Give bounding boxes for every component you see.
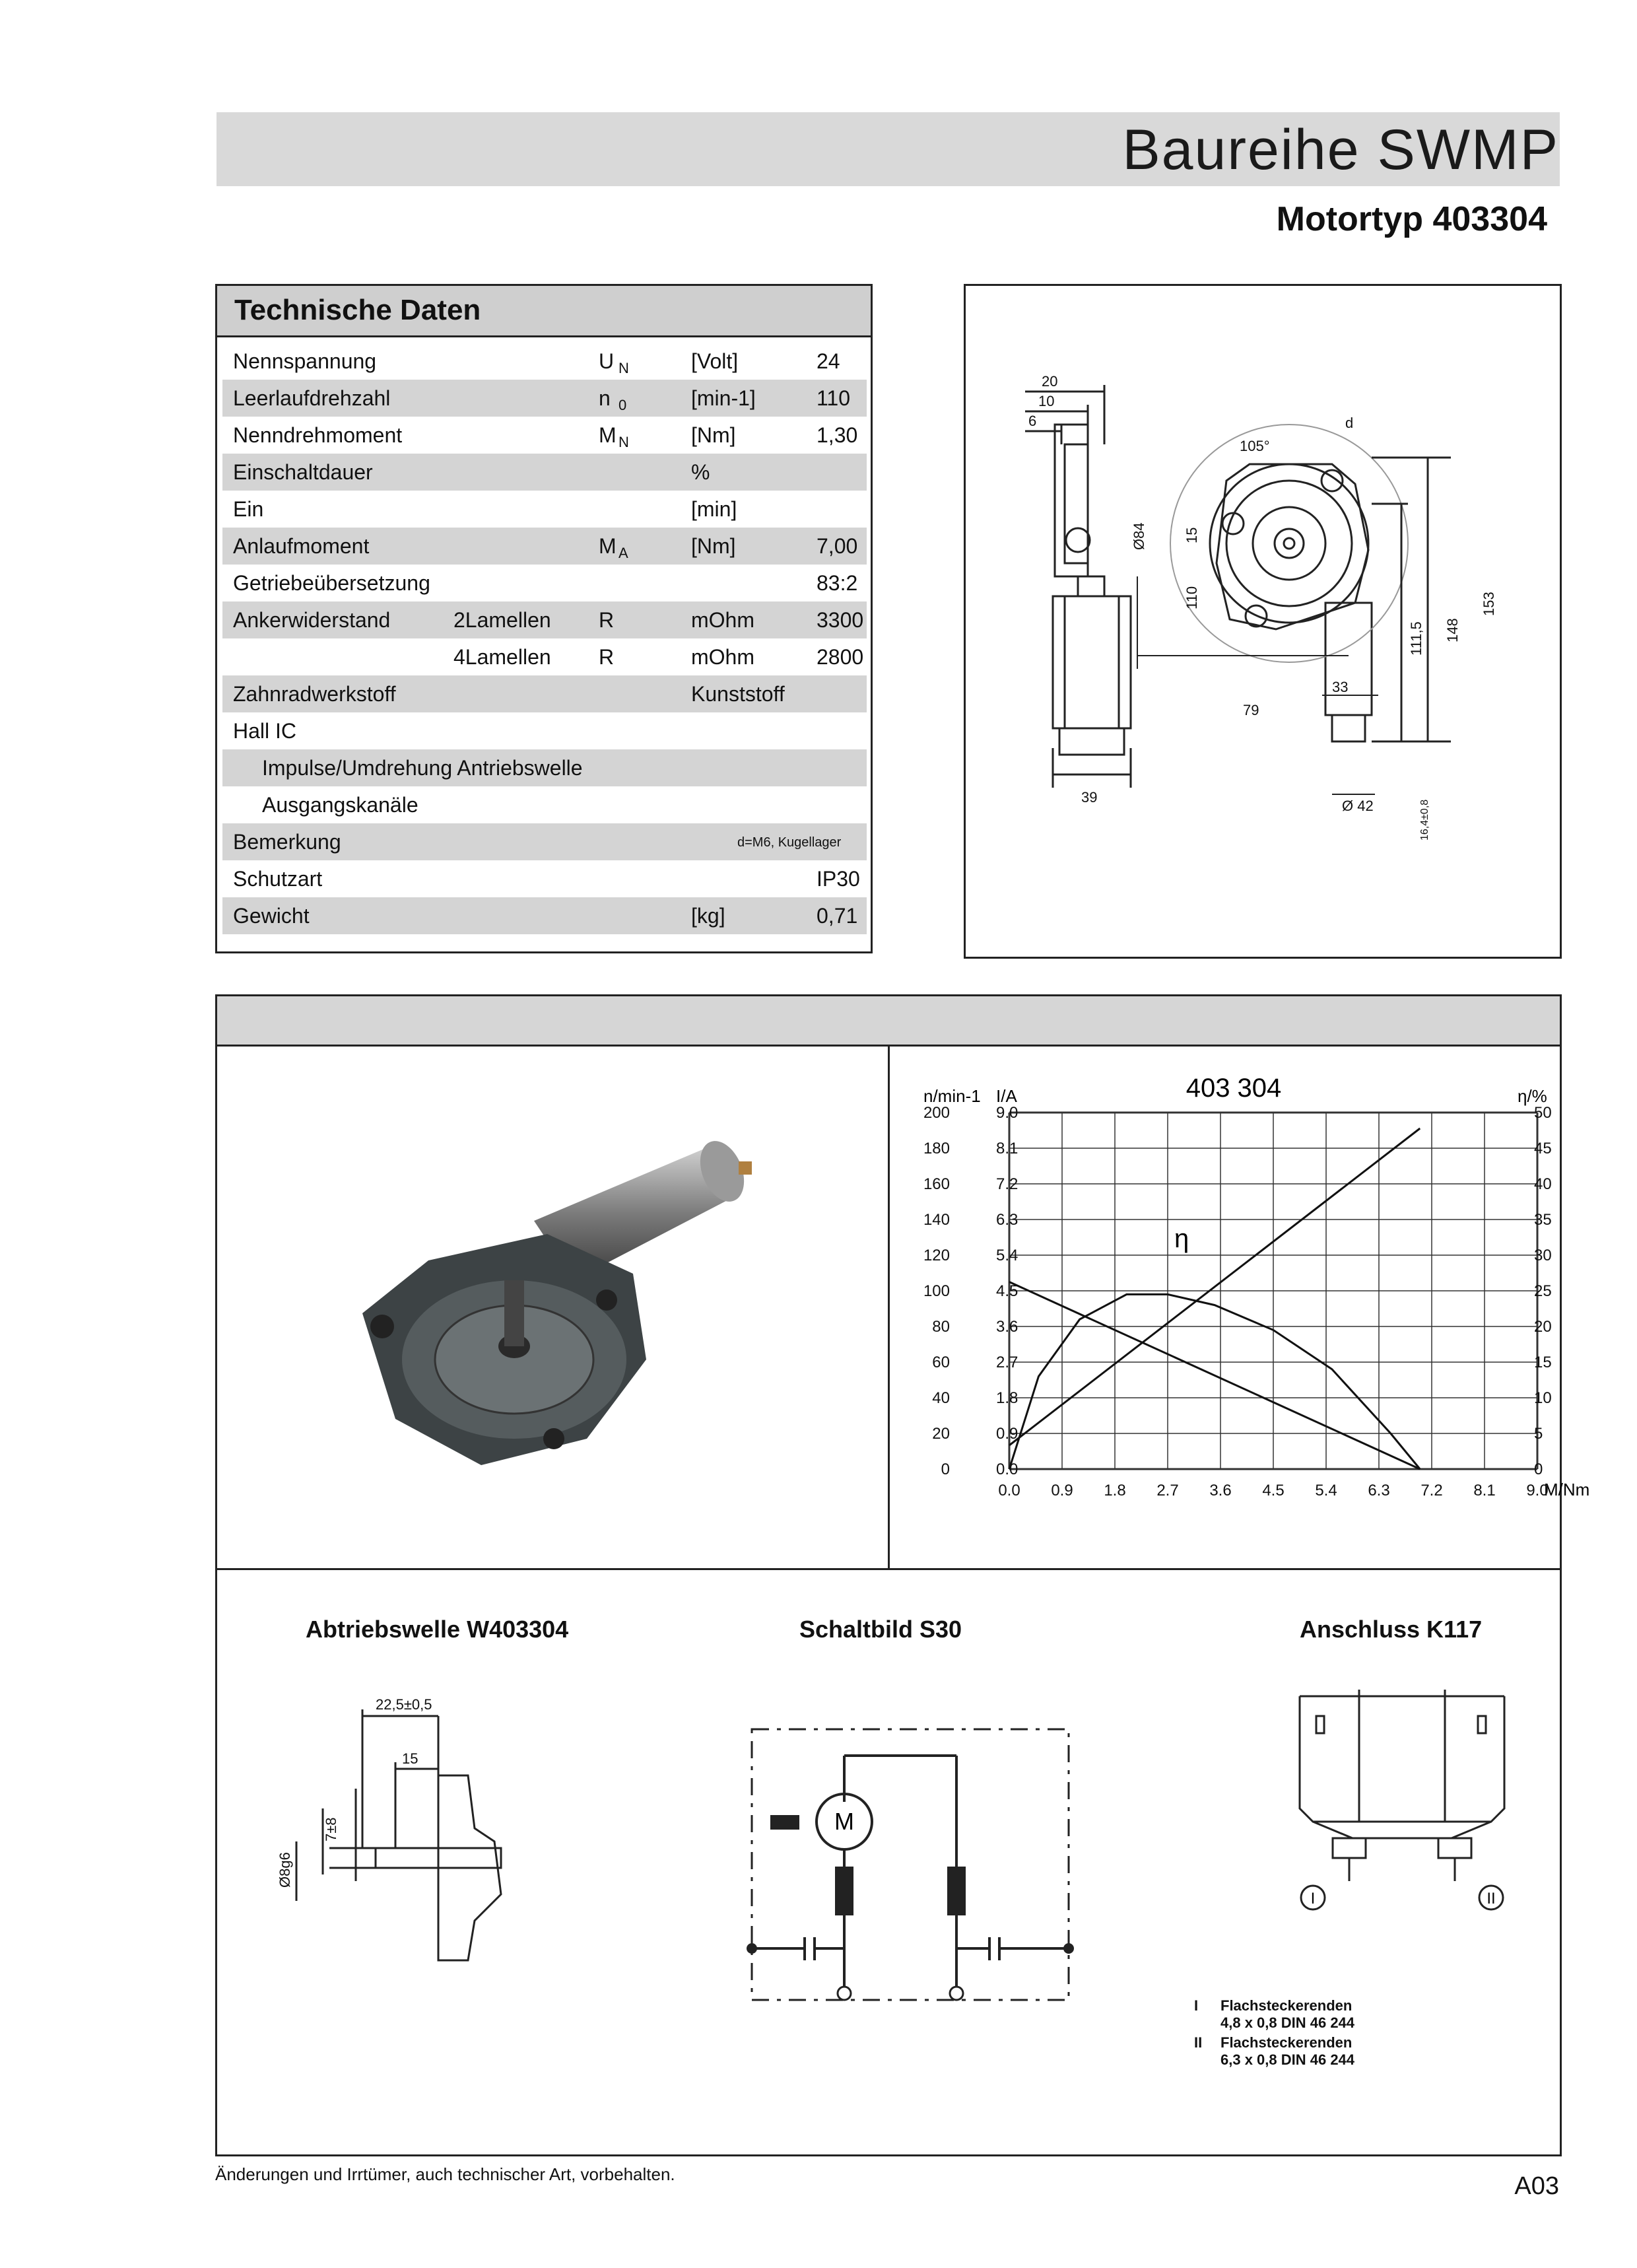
- y-tick-label-n: 20: [932, 1425, 950, 1443]
- x-tick-label: 9.0: [1526, 1482, 1549, 1499]
- y-tick-label-eta: 50: [1534, 1104, 1552, 1122]
- dim-label-15: 15: [1184, 527, 1200, 543]
- circuit-title: Schaltbild S30: [799, 1616, 962, 1643]
- motor-type: Motortyp 403304: [1276, 200, 1547, 238]
- tech-row-value: 7,00: [817, 534, 858, 558]
- tech-row-value: 2800: [817, 645, 864, 669]
- tech-row-symbol-subscript: 0: [618, 397, 627, 413]
- shaft-dim-22-5: 22,5±0,5: [376, 1696, 432, 1713]
- x-tick-label: 0.0: [998, 1482, 1020, 1499]
- y-tick-label-i: 5.4: [996, 1247, 1019, 1264]
- connector-mark-2: II: [1487, 1890, 1496, 1907]
- tech-row-symbol: M: [599, 423, 617, 447]
- tech-row-symbol: M: [599, 534, 617, 558]
- tech-row-name: Schutzart: [233, 867, 323, 891]
- tech-row-symbol: R: [599, 645, 615, 669]
- tech-row: [222, 454, 867, 491]
- tech-row-variant: 4Lamellen: [453, 645, 551, 669]
- connector-note-2-line1: Flachsteckerenden: [1220, 2034, 1353, 2051]
- y-tick-label-n: 160: [923, 1175, 950, 1193]
- y-tick-label-n: 100: [923, 1282, 950, 1300]
- tech-row-unit: [min-1]: [691, 386, 756, 410]
- tech-row-value: 110: [817, 386, 851, 410]
- tech-row-value: 3300: [817, 608, 864, 632]
- connector-mark-1: I: [1310, 1890, 1316, 1907]
- dim-label-84: Ø84: [1131, 522, 1147, 550]
- y-tick-label-eta: 15: [1534, 1354, 1552, 1371]
- panel-divider-horizontal: [217, 1568, 1560, 1570]
- tech-row-value: 83:2: [817, 571, 858, 595]
- tech-row-name: Leerlaufdrehzahl: [233, 386, 391, 410]
- tech-row: [222, 638, 867, 675]
- tech-row: [222, 675, 867, 712]
- y-tick-label-i: 0.9: [996, 1425, 1019, 1443]
- tech-row-unit: mOhm: [691, 645, 754, 669]
- y-tick-label-eta: 20: [1534, 1318, 1552, 1336]
- connector-note-1-line1: Flachsteckerenden: [1220, 1997, 1353, 2014]
- connector-note-2-mark: II: [1194, 2034, 1203, 2051]
- connector-notes: [1187, 1992, 1465, 2091]
- x-tick-label: 2.7: [1156, 1482, 1179, 1499]
- y-tick-label-n: 180: [923, 1140, 950, 1157]
- x-tick-label: 1.8: [1104, 1482, 1126, 1499]
- connector-note-1-mark: I: [1194, 1997, 1199, 2014]
- dim-label-153: 153: [1481, 592, 1497, 616]
- dim-label-39: 39: [1081, 789, 1098, 806]
- tech-row-symbol: U: [599, 349, 615, 373]
- tech-row: [222, 712, 867, 749]
- y-tick-label-i: 3.6: [996, 1318, 1019, 1336]
- x-tick-label: 7.2: [1420, 1482, 1443, 1499]
- tech-row-unit: Kunststoff: [691, 682, 785, 706]
- tech-row-unit: d=M6, Kugellager: [737, 835, 842, 850]
- x-tick-label: 8.1: [1473, 1482, 1496, 1499]
- tech-row-name: Getriebeübersetzung: [233, 571, 430, 595]
- y-tick-label-i: 1.8: [996, 1389, 1019, 1407]
- y-tick-label-i: 6.3: [996, 1211, 1019, 1229]
- y-tick-label-i: 2.7: [996, 1354, 1019, 1371]
- shaft-dim-7: 7±8: [323, 1817, 339, 1841]
- tech-row: [222, 897, 867, 934]
- panel-divider-vertical: [888, 1047, 890, 1568]
- x-tick-label: 5.4: [1315, 1482, 1337, 1499]
- x-tick-label: 6.3: [1368, 1482, 1390, 1499]
- dim-label-10: 10: [1038, 393, 1055, 409]
- y-tick-label-n: 40: [932, 1389, 950, 1407]
- dimension-drawing: [964, 284, 1562, 959]
- eta-curve-label: η: [1174, 1224, 1189, 1253]
- connector-title: Anschluss K117: [1300, 1616, 1483, 1643]
- y-tick-label-n: 140: [923, 1211, 950, 1229]
- tech-row: [222, 380, 867, 417]
- tech-row-unit: [min]: [691, 497, 737, 521]
- dim-label-105: 105°: [1240, 438, 1270, 454]
- y-axis-eta-label: η/%: [1518, 1086, 1547, 1106]
- dimension-drawing-svg: [966, 286, 1560, 957]
- y-tick-label-n: 0: [941, 1460, 950, 1478]
- y-axis-n-label: n/min-1: [923, 1086, 981, 1106]
- tech-row-value: 1,30: [817, 423, 858, 447]
- dim-label-20: 20: [1042, 373, 1058, 390]
- x-axis-label: M/Nm: [1544, 1480, 1590, 1499]
- shaft-dim-15: 15: [402, 1750, 418, 1767]
- characteristic-chart: [897, 1049, 1590, 1564]
- tech-row-name: Nennspannung: [233, 349, 377, 373]
- connector-drawing: [1240, 1676, 1518, 1914]
- y-tick-label-n: 200: [923, 1104, 950, 1122]
- tech-row: [222, 343, 867, 380]
- dim-label-6: 6: [1028, 413, 1037, 429]
- tech-row-unit: mOhm: [691, 608, 754, 632]
- dim-label-16-4: 16,4±0,8: [1419, 799, 1430, 841]
- motor-symbol-label: M: [834, 1808, 854, 1835]
- tech-data-title: Technische Daten: [234, 294, 481, 326]
- tech-row-name: Ankerwiderstand: [233, 608, 391, 632]
- tech-row-name: Zahnradwerkstoff: [233, 682, 396, 706]
- y-tick-label-n: 120: [923, 1247, 950, 1264]
- tech-row-symbol: n: [599, 386, 611, 410]
- tech-row: [222, 491, 867, 528]
- y-tick-label-eta: 35: [1534, 1211, 1552, 1229]
- main-panel-header: [217, 996, 1560, 1047]
- chart-title: 403 304: [1186, 1074, 1282, 1103]
- tech-row: [222, 417, 867, 454]
- dim-label-42: Ø 42: [1342, 798, 1374, 814]
- tech-row-unit: [Volt]: [691, 349, 739, 373]
- series-line-eta: [1009, 1294, 1420, 1469]
- tech-row-name: Anlaufmoment: [233, 534, 370, 558]
- dim-label-33: 33: [1332, 679, 1349, 695]
- tech-row-symbol: R: [599, 608, 615, 632]
- tech-row: [222, 860, 867, 897]
- tech-data-header: [217, 286, 871, 337]
- y-tick-label-eta: 40: [1534, 1175, 1552, 1193]
- tech-row-name: Gewicht: [233, 904, 310, 928]
- shaft-dim-8g6: Ø8g6: [277, 1852, 293, 1888]
- connector-note-1-line2: 4,8 x 0,8 DIN 46 244: [1220, 2014, 1355, 2031]
- tech-row-value: 24: [817, 349, 840, 373]
- tech-row-unit: [Nm]: [691, 534, 736, 558]
- motor-product-image: [336, 1109, 838, 1518]
- dim-label-110: 110: [1184, 586, 1200, 609]
- tech-row-name: Impulse/Umdrehung Antriebswelle: [262, 756, 583, 780]
- y-tick-label-eta: 30: [1534, 1247, 1552, 1264]
- tech-row-name: Einschaltdauer: [233, 460, 373, 484]
- footer-note: Änderungen und Irrtümer, auch technischer Art, vorbehalten.: [215, 2164, 675, 2184]
- series-title: Baureihe SWMP: [1122, 118, 1559, 182]
- tech-row-symbol-subscript: A: [618, 545, 628, 561]
- y-tick-label-i: 8.1: [996, 1140, 1019, 1157]
- tech-row-unit: [Nm]: [691, 423, 736, 447]
- tech-row-value: IP30: [817, 867, 860, 891]
- shaft-drawing: [277, 1683, 554, 1987]
- tech-row-name: Nenndrehmoment: [233, 423, 403, 447]
- y-tick-label-eta: 45: [1534, 1140, 1552, 1157]
- tech-row: [222, 565, 867, 601]
- y-tick-label-eta: 25: [1534, 1282, 1552, 1300]
- circuit-diagram: [739, 1716, 1082, 2007]
- dim-label-148: 148: [1444, 618, 1461, 642]
- tech-row-name: Ein: [233, 497, 264, 521]
- tech-row: [222, 749, 867, 786]
- tech-row: [222, 823, 867, 860]
- tech-row-variant: 2Lamellen: [453, 608, 551, 632]
- dim-label-d: d: [1345, 415, 1354, 431]
- connector-note-2-line2: 6,3 x 0,8 DIN 46 244: [1220, 2051, 1355, 2068]
- y-tick-label-n: 80: [932, 1318, 950, 1336]
- y-tick-label-eta: 0: [1534, 1460, 1543, 1478]
- x-tick-label: 3.6: [1209, 1482, 1232, 1499]
- y-axis-i-label: I/A: [996, 1086, 1017, 1106]
- x-tick-label: 4.5: [1262, 1482, 1285, 1499]
- y-tick-label-n: 60: [932, 1354, 950, 1371]
- dim-label-111-5: 111,5: [1408, 621, 1424, 656]
- tech-row-value: 0,71: [817, 904, 858, 928]
- tech-row-name: Hall IC: [233, 719, 297, 743]
- tech-row-unit: %: [691, 460, 710, 484]
- main-panel: [215, 994, 1590, 2156]
- tech-row: [222, 528, 867, 565]
- y-tick-label-i: 0.0: [996, 1460, 1019, 1478]
- tech-row: [222, 601, 867, 638]
- tech-row-name: Bemerkung: [233, 830, 341, 854]
- y-tick-label-i: 9.0: [996, 1104, 1019, 1122]
- tech-row-name: Ausgangskanäle: [262, 793, 418, 817]
- shaft-title: Abtriebswelle W403304: [306, 1616, 569, 1643]
- page-number: A03: [1514, 2172, 1559, 2200]
- y-tick-label-eta: 10: [1534, 1389, 1552, 1407]
- tech-data-table: [215, 284, 873, 953]
- y-tick-label-i: 7.2: [996, 1175, 1019, 1193]
- x-tick-label: 0.9: [1051, 1482, 1073, 1499]
- y-tick-label-i: 4.5: [996, 1282, 1019, 1300]
- tech-row-unit: [kg]: [691, 904, 725, 928]
- y-tick-label-eta: 5: [1534, 1425, 1543, 1443]
- dim-label-79: 79: [1243, 702, 1259, 718]
- tech-row: [222, 786, 867, 823]
- tech-row-symbol-subscript: N: [618, 360, 629, 376]
- series-line-n: [1009, 1282, 1420, 1470]
- tech-row-symbol-subscript: N: [618, 434, 629, 450]
